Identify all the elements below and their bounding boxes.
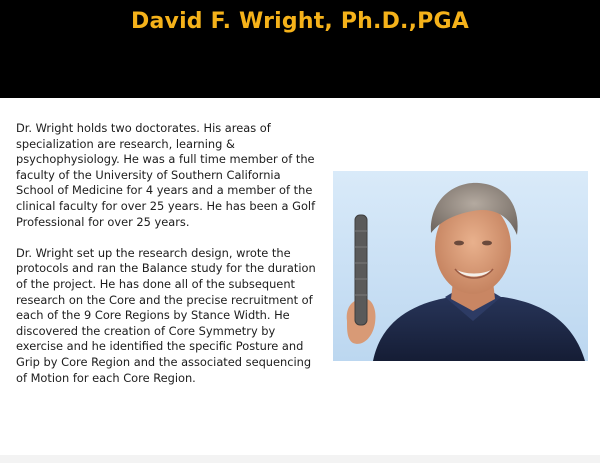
portrait-photo [333,171,588,361]
bio-paragraph-2: Dr. Wright set up the research design, wrote the protocols and ran the Balance study for the duration of the project. He has done all of the subsequent research on the Core and the precise recruitment of each of the 9 Core Regions by Stance Width. He discovered the creation of Core Symmetry by exercise and he identified the specific Posture and Grip by Core Region and the associated sequencing of Motion for each Core Region. [16,245,316,385]
portrait-illustration [333,171,588,361]
bio-paragraph-1: Dr. Wright holds two doctorates. His areas of specialization are research, learning & psychophysiology. He was a full time member of the faculty of the University of Southern California School of Medicine for 4 years and a member of the clinical faculty for over 25 years. He has been a Golf Professional for over 25 years. [16,121,316,229]
bottom-strip [0,455,600,463]
slide-title: David F. Wright, Ph.D.,PGA [131,9,469,34]
bio-text [16,121,316,402]
